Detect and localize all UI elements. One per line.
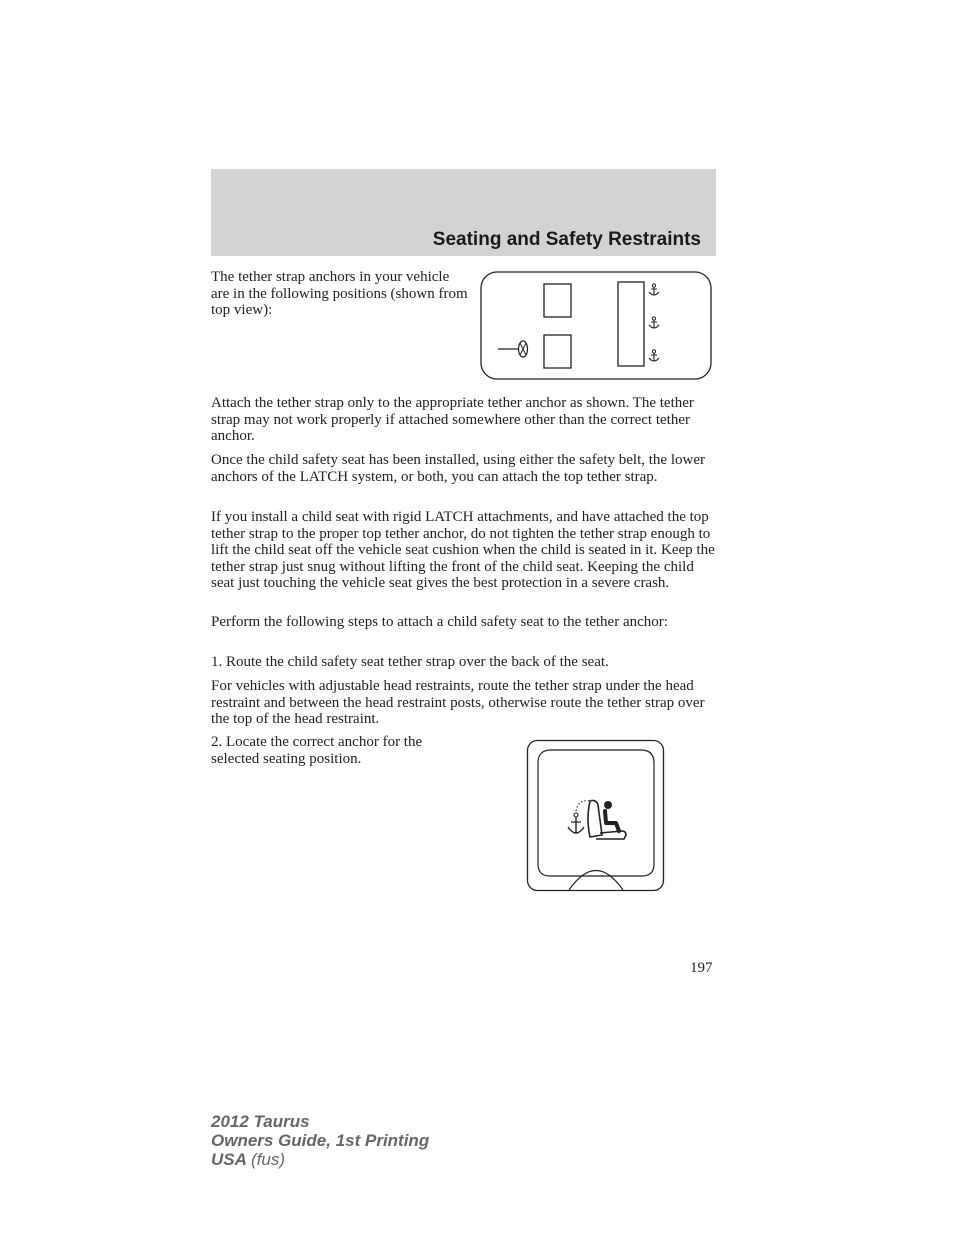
intro-text: The tether strap anchors in your vehicle are in the following positions (shown from top view): (211, 269, 468, 318)
paragraph-4: Perform the following steps to attach a child safety seat to the tether anchor: (211, 614, 668, 630)
paragraph-5: For vehicles with adjustable head restraints, route the tether strap under the head restraint and between the head restraint posts, otherwise route the tether strap over the top of the head restraint. (211, 678, 705, 727)
front-right-seat (544, 284, 571, 317)
section-title: Seating and Safety Restraints (432, 229, 701, 250)
section-header-band (211, 169, 716, 256)
footer-market: USA (fus) (211, 1150, 285, 1169)
document-footer (211, 1112, 429, 1169)
page-number: 197 (690, 960, 713, 976)
step-2: 2. Locate the correct anchor for the selected seating position. (211, 734, 423, 767)
paragraph-2: Once the child safety seat has been installed, using either the safety belt, the lower anchors of the LATCH system, or both, you can attach the top tether strap. (211, 452, 705, 485)
rear-bench-seat (618, 282, 644, 366)
footer-model: 2012 Taurus (211, 1112, 310, 1131)
footer-edition: Owners Guide, 1st Printing (211, 1131, 430, 1150)
paragraph-3: If you install a child seat with rigid LATCH attachments, and have attached the top tether strap to the proper top tether anchor, do not tighten the tether strap enough to lift the child seat off the vehicle seat cushion when the child is seated in it. Keep the tether strap just snug without lifting the front of the child seat. Keeping the child seat just touching the vehicle seat gives the best protection in a severe crash. (211, 509, 715, 591)
seatback-anchor-cover-diagram (526, 739, 666, 893)
tether-anchor-positions-diagram (480, 271, 713, 381)
paragraph-1: Attach the tether strap only to the appropriate tether anchor as shown. The tether strap may not work properly if attached somewhere other than the correct tether anchor. (211, 395, 694, 444)
front-left-seat (544, 335, 571, 368)
step-1: 1. Route the child safety seat tether strap over the back of the seat. (211, 654, 609, 670)
